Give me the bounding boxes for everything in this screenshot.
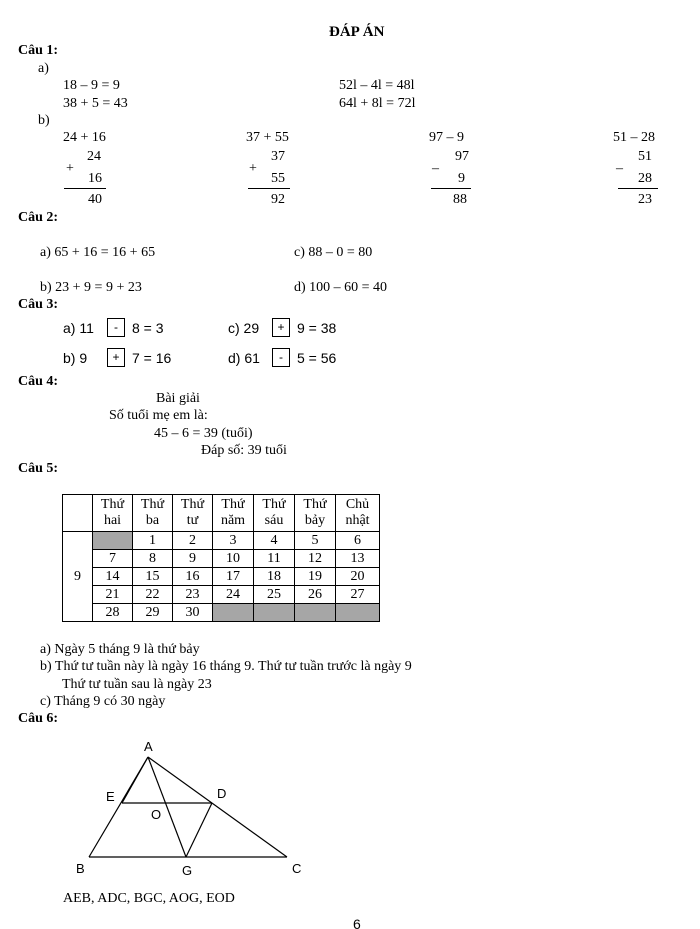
calendar-cell: 1 bbox=[133, 532, 173, 550]
q4-heading: Bài giải bbox=[156, 391, 200, 406]
q1-b-bottom-4: 28 bbox=[638, 171, 652, 186]
q3-item-b-suffix: 7 = 16 bbox=[132, 350, 172, 366]
calendar-cell: 2 bbox=[173, 532, 213, 550]
q4-line-1: Số tuổi mẹ em là: bbox=[109, 408, 208, 423]
calendar-header-thu: Thứ năm bbox=[213, 495, 254, 532]
q1-b-bottom-3: 9 bbox=[458, 171, 465, 186]
q2-item-a: a) 65 + 16 = 16 + 65 bbox=[40, 245, 156, 260]
calendar-cell: 18 bbox=[254, 568, 295, 586]
q2-item-c: c) 88 – 0 = 80 bbox=[294, 245, 373, 260]
q3-item-b-box: + bbox=[107, 348, 125, 367]
q3-item-d-box: - bbox=[272, 348, 290, 367]
calendar-cell: 24 bbox=[213, 586, 254, 604]
calendar-cell: 12 bbox=[295, 550, 336, 568]
q1-a-line-2: 52l – 4l = 48l bbox=[339, 78, 415, 93]
calendar-cell: 7 bbox=[93, 550, 133, 568]
q5-answer-b2: Thứ tư tuần sau là ngày 23 bbox=[62, 677, 212, 692]
q2-item-b: b) 23 + 9 = 9 + 23 bbox=[40, 280, 142, 295]
q5-answer-a: a) Ngày 5 tháng 9 là thứ bảy bbox=[40, 642, 200, 657]
q3-item-a-box: - bbox=[107, 318, 125, 337]
edge-AC bbox=[148, 757, 287, 857]
calendar-cell: 15 bbox=[133, 568, 173, 586]
q1-b-result-3: 88 bbox=[453, 192, 467, 207]
page-title: ĐÁP ÁN bbox=[329, 24, 385, 40]
calendar-header-tue: Thứ ba bbox=[133, 495, 173, 532]
q1-b-expr-1: 24 + 16 bbox=[63, 130, 106, 145]
calendar-cell: 22 bbox=[133, 586, 173, 604]
point-label-A: A bbox=[144, 739, 153, 754]
calendar-cell: 3 bbox=[213, 532, 254, 550]
calendar-cell: 5 bbox=[295, 532, 336, 550]
point-label-O: O bbox=[151, 807, 162, 822]
calendar-cell: 4 bbox=[254, 532, 295, 550]
edge-AE bbox=[122, 757, 148, 803]
q1-b-op-4: – bbox=[616, 161, 623, 176]
question-4-label: Câu 4: bbox=[18, 374, 59, 389]
calendar-cell: 6 bbox=[336, 532, 380, 550]
question-3-label: Câu 3: bbox=[18, 297, 59, 312]
point-label-D: D bbox=[217, 786, 227, 801]
calendar-cell: 11 bbox=[254, 550, 295, 568]
q4-answer: Đáp số: 39 tuổi bbox=[201, 443, 287, 458]
calendar-cell: 27 bbox=[336, 586, 380, 604]
q1-part-a-label: a) bbox=[38, 61, 49, 76]
edge-GD bbox=[186, 803, 212, 857]
point-label-G: G bbox=[182, 863, 193, 878]
q2-item-d: d) 100 – 60 = 40 bbox=[294, 280, 388, 295]
calendar-cell: 19 bbox=[295, 568, 336, 586]
question-2-label: Câu 2: bbox=[18, 210, 59, 225]
question-1-label: Câu 1: bbox=[18, 43, 59, 58]
q1-b-bottom-2: 55 bbox=[271, 171, 285, 186]
q1-b-result-1: 40 bbox=[88, 192, 102, 207]
calendar-cell: 30 bbox=[173, 604, 213, 622]
calendar-header-fri: Thứ sáu bbox=[254, 495, 295, 532]
q1-a-line-3: 38 + 5 = 43 bbox=[63, 96, 128, 111]
q1-b-expr-2: 37 + 55 bbox=[246, 130, 289, 145]
q3-item-c-box: + bbox=[272, 318, 290, 337]
calendar-cell: 9 bbox=[173, 550, 213, 568]
calendar-cell: 28 bbox=[93, 604, 133, 622]
q1-a-line-1: 18 – 9 = 9 bbox=[63, 78, 120, 93]
q1-b-top-1: 24 bbox=[87, 149, 101, 164]
calendar-cell: 29 bbox=[133, 604, 173, 622]
q1-b-bottom-1: 16 bbox=[88, 171, 102, 186]
q1-b-result-2: 92 bbox=[271, 192, 285, 207]
q3-item-a-suffix: 8 = 3 bbox=[132, 320, 164, 336]
calendar-header-sun: Chủ nhật bbox=[336, 495, 380, 532]
page-number: 6 bbox=[353, 916, 361, 929]
calendar-cell: 26 bbox=[295, 586, 336, 604]
q1-b-op-2: + bbox=[249, 161, 257, 176]
q1-b-top-4: 51 bbox=[638, 149, 652, 164]
q1-b-top-3: 97 bbox=[455, 149, 469, 164]
q3-item-d-suffix: 5 = 56 bbox=[297, 350, 337, 366]
q3-item-c-prefix: c) 29 bbox=[228, 320, 260, 336]
q3-item-a-prefix: a) 11 bbox=[63, 320, 94, 336]
calendar-cell: 23 bbox=[173, 586, 213, 604]
q1-b-expr-4: 51 – 28 bbox=[613, 130, 655, 145]
calendar-cell: 25 bbox=[254, 586, 295, 604]
q3-item-c-suffix: 9 = 38 bbox=[297, 320, 337, 336]
q3-item-b-prefix: b) 9 bbox=[63, 350, 88, 366]
q3-item-d-prefix: d) 61 bbox=[228, 350, 260, 366]
calendar-cell: 17 bbox=[213, 568, 254, 586]
q5-answer-c: c) Tháng 9 có 30 ngày bbox=[40, 694, 166, 709]
calendar-header-mon: Thứ hai bbox=[93, 495, 133, 532]
q4-line-2: 45 – 6 = 39 (tuổi) bbox=[154, 426, 253, 441]
point-label-B: B bbox=[76, 861, 85, 876]
question-5-label: Câu 5: bbox=[18, 461, 59, 476]
calendar-cell: 13 bbox=[336, 550, 380, 568]
q6-answer: AEB, ADC, BGC, AOG, EOD bbox=[63, 891, 235, 906]
q1-b-result-4: 23 bbox=[638, 192, 652, 207]
calendar-cell: 8 bbox=[133, 550, 173, 568]
calendar-month-cell: 9 bbox=[63, 532, 93, 622]
q1-b-op-3: – bbox=[432, 161, 439, 176]
point-label-C: C bbox=[292, 861, 302, 876]
calendar-cell: 10 bbox=[213, 550, 254, 568]
calendar-header-wed: Thứ tư bbox=[173, 495, 213, 532]
q1-a-line-4: 64l + 8l = 72l bbox=[339, 96, 416, 111]
q5-answer-b: b) Thứ tư tuần này là ngày 16 tháng 9. Thứ tư tuần trước là ngày 9 bbox=[40, 659, 412, 674]
point-label-E: E bbox=[106, 789, 115, 804]
question-6-label: Câu 6: bbox=[18, 711, 59, 726]
q1-b-op-1: + bbox=[66, 161, 74, 176]
q1-b-top-2: 37 bbox=[271, 149, 285, 164]
q1-part-b-label: b) bbox=[38, 113, 50, 128]
calendar-cell: 20 bbox=[336, 568, 380, 586]
q1-b-expr-3: 97 – 9 bbox=[429, 130, 464, 145]
calendar-cell: 21 bbox=[93, 586, 133, 604]
calendar-cell: 16 bbox=[173, 568, 213, 586]
calendar-cell: 14 bbox=[93, 568, 133, 586]
calendar-header-sat: Thứ bảy bbox=[295, 495, 336, 532]
